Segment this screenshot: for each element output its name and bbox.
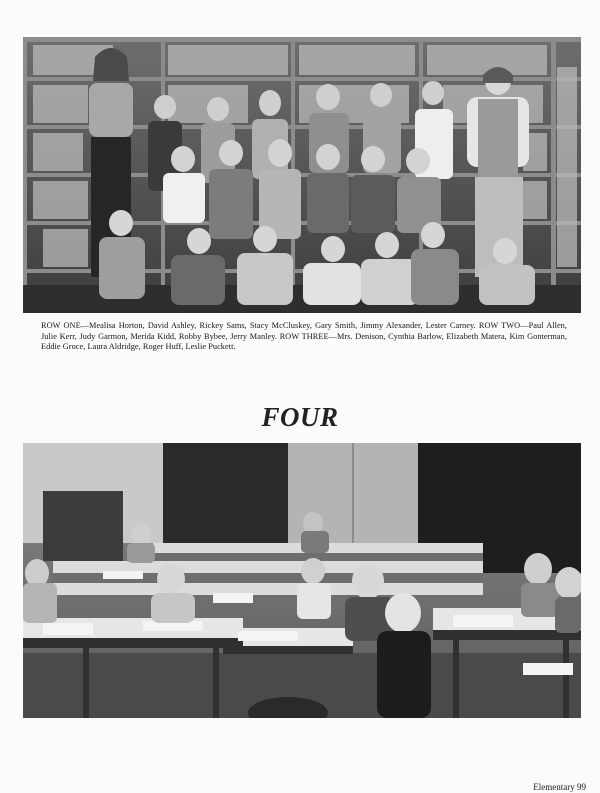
class-group-photo-image	[23, 37, 581, 313]
class-group-photo	[23, 37, 581, 313]
page-number: Elementary 99	[533, 782, 586, 792]
photo-caption: ROW ONE—Mealisa Horton, David Ashley, Rickey Sams, Stacy McCluskey, Gary Smith, Jimmy Alexander, Lester Carney. ROW TWO—Paul Allen, Julie Kerr, Judy Garmon, Merida Kidd, Robby Bybee, Jerry Manley. ROW THREE—Mrs. Denison, Cynthia Barlow, Elizabeth Matera, Kim Gonterman, Eddie Groce, Laura Aldridge, Roger Huff, Leslie Puckett.	[41, 321, 567, 352]
classroom-desks-photo	[23, 443, 581, 718]
classroom-desks-photo-image	[23, 443, 581, 718]
page-title: FOUR	[261, 402, 339, 432]
